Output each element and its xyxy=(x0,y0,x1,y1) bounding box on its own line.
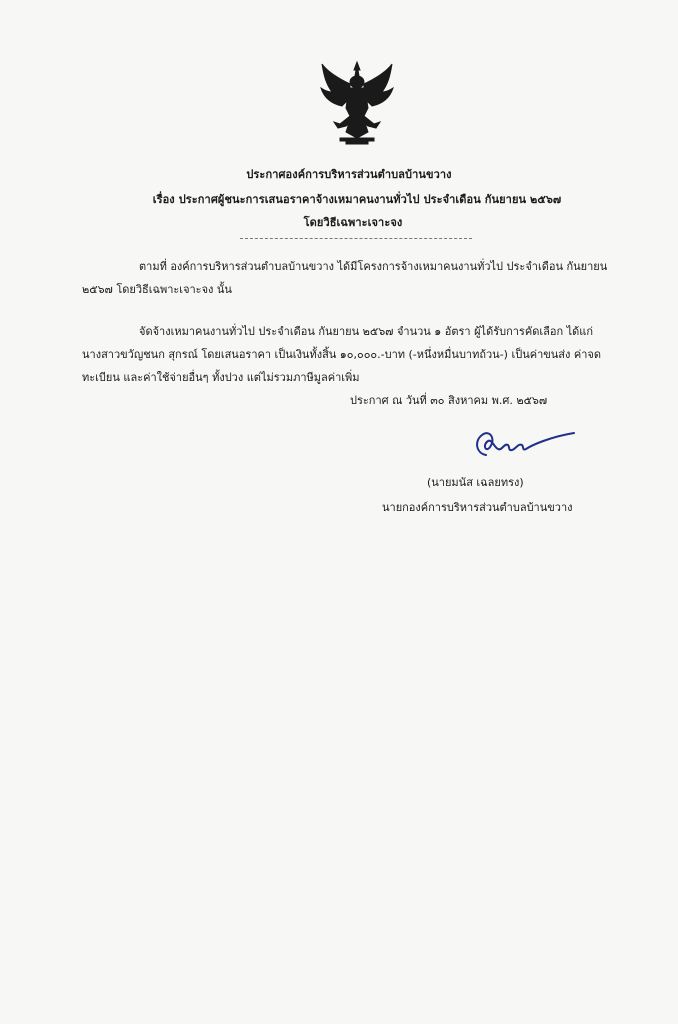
body-paragraph-1-line-2: ๒๕๖๗ โดยวิธีเฉพาะเจาะจง นั้น xyxy=(82,283,232,296)
document-method: โดยวิธีเฉพาะเจาะจง xyxy=(303,216,403,229)
body-paragraph-2-line-2: นางสาวขวัญชนก สุกรณ์ โดยเสนอราคา เป็นเงินทั้งสิ้น ๑๐,๐๐๐.-บาท (-หนึ่งหมื่นบาทถ้วน-) เป็นค่าขนส่ง ค่าจด xyxy=(82,348,602,361)
handwritten-signature xyxy=(470,425,580,461)
signatory-name: (นายมนัส เฉลยทรง) xyxy=(427,476,524,489)
heading-divider xyxy=(240,238,472,239)
garuda-emblem-icon xyxy=(316,58,398,148)
document-subject: เรื่อง ประกาศผู้ชนะการเสนอราคาจ้างเหมาคนงานทั่วไป ประจำเดือน กันยายน ๒๕๖๗ xyxy=(152,193,562,206)
signatory-position: นายกองค์การบริหารส่วนตำบลบ้านขวาง xyxy=(382,501,573,514)
body-paragraph-1-line-1: ตามที่ องค์การบริหารส่วนตำบลบ้านขวาง ได้มีโครงการจ้างเหมาคนงานทั่วไป ประจำเดือน กันยายน xyxy=(139,260,608,273)
document-title: ประกาศองค์การบริหารส่วนตำบลบ้านขวาง xyxy=(246,168,452,181)
body-paragraph-2-line-3: ทะเบียน และค่าใช้จ่ายอื่นๆ ทั้งปวง แต่ไม่รวมภาษีมูลค่าเพิ่ม xyxy=(82,371,360,384)
announcement-date: ประกาศ ณ วันที่ ๓๐ สิงหาคม พ.ศ. ๒๕๖๗ xyxy=(350,394,548,407)
body-paragraph-2-line-1: จัดจ้างเหมาคนงานทั่วไป ประจำเดือน กันยายน ๒๕๖๗ จำนวน ๑ อัตรา ผู้ได้รับการคัดเลือก ได้แก่ xyxy=(139,325,594,338)
